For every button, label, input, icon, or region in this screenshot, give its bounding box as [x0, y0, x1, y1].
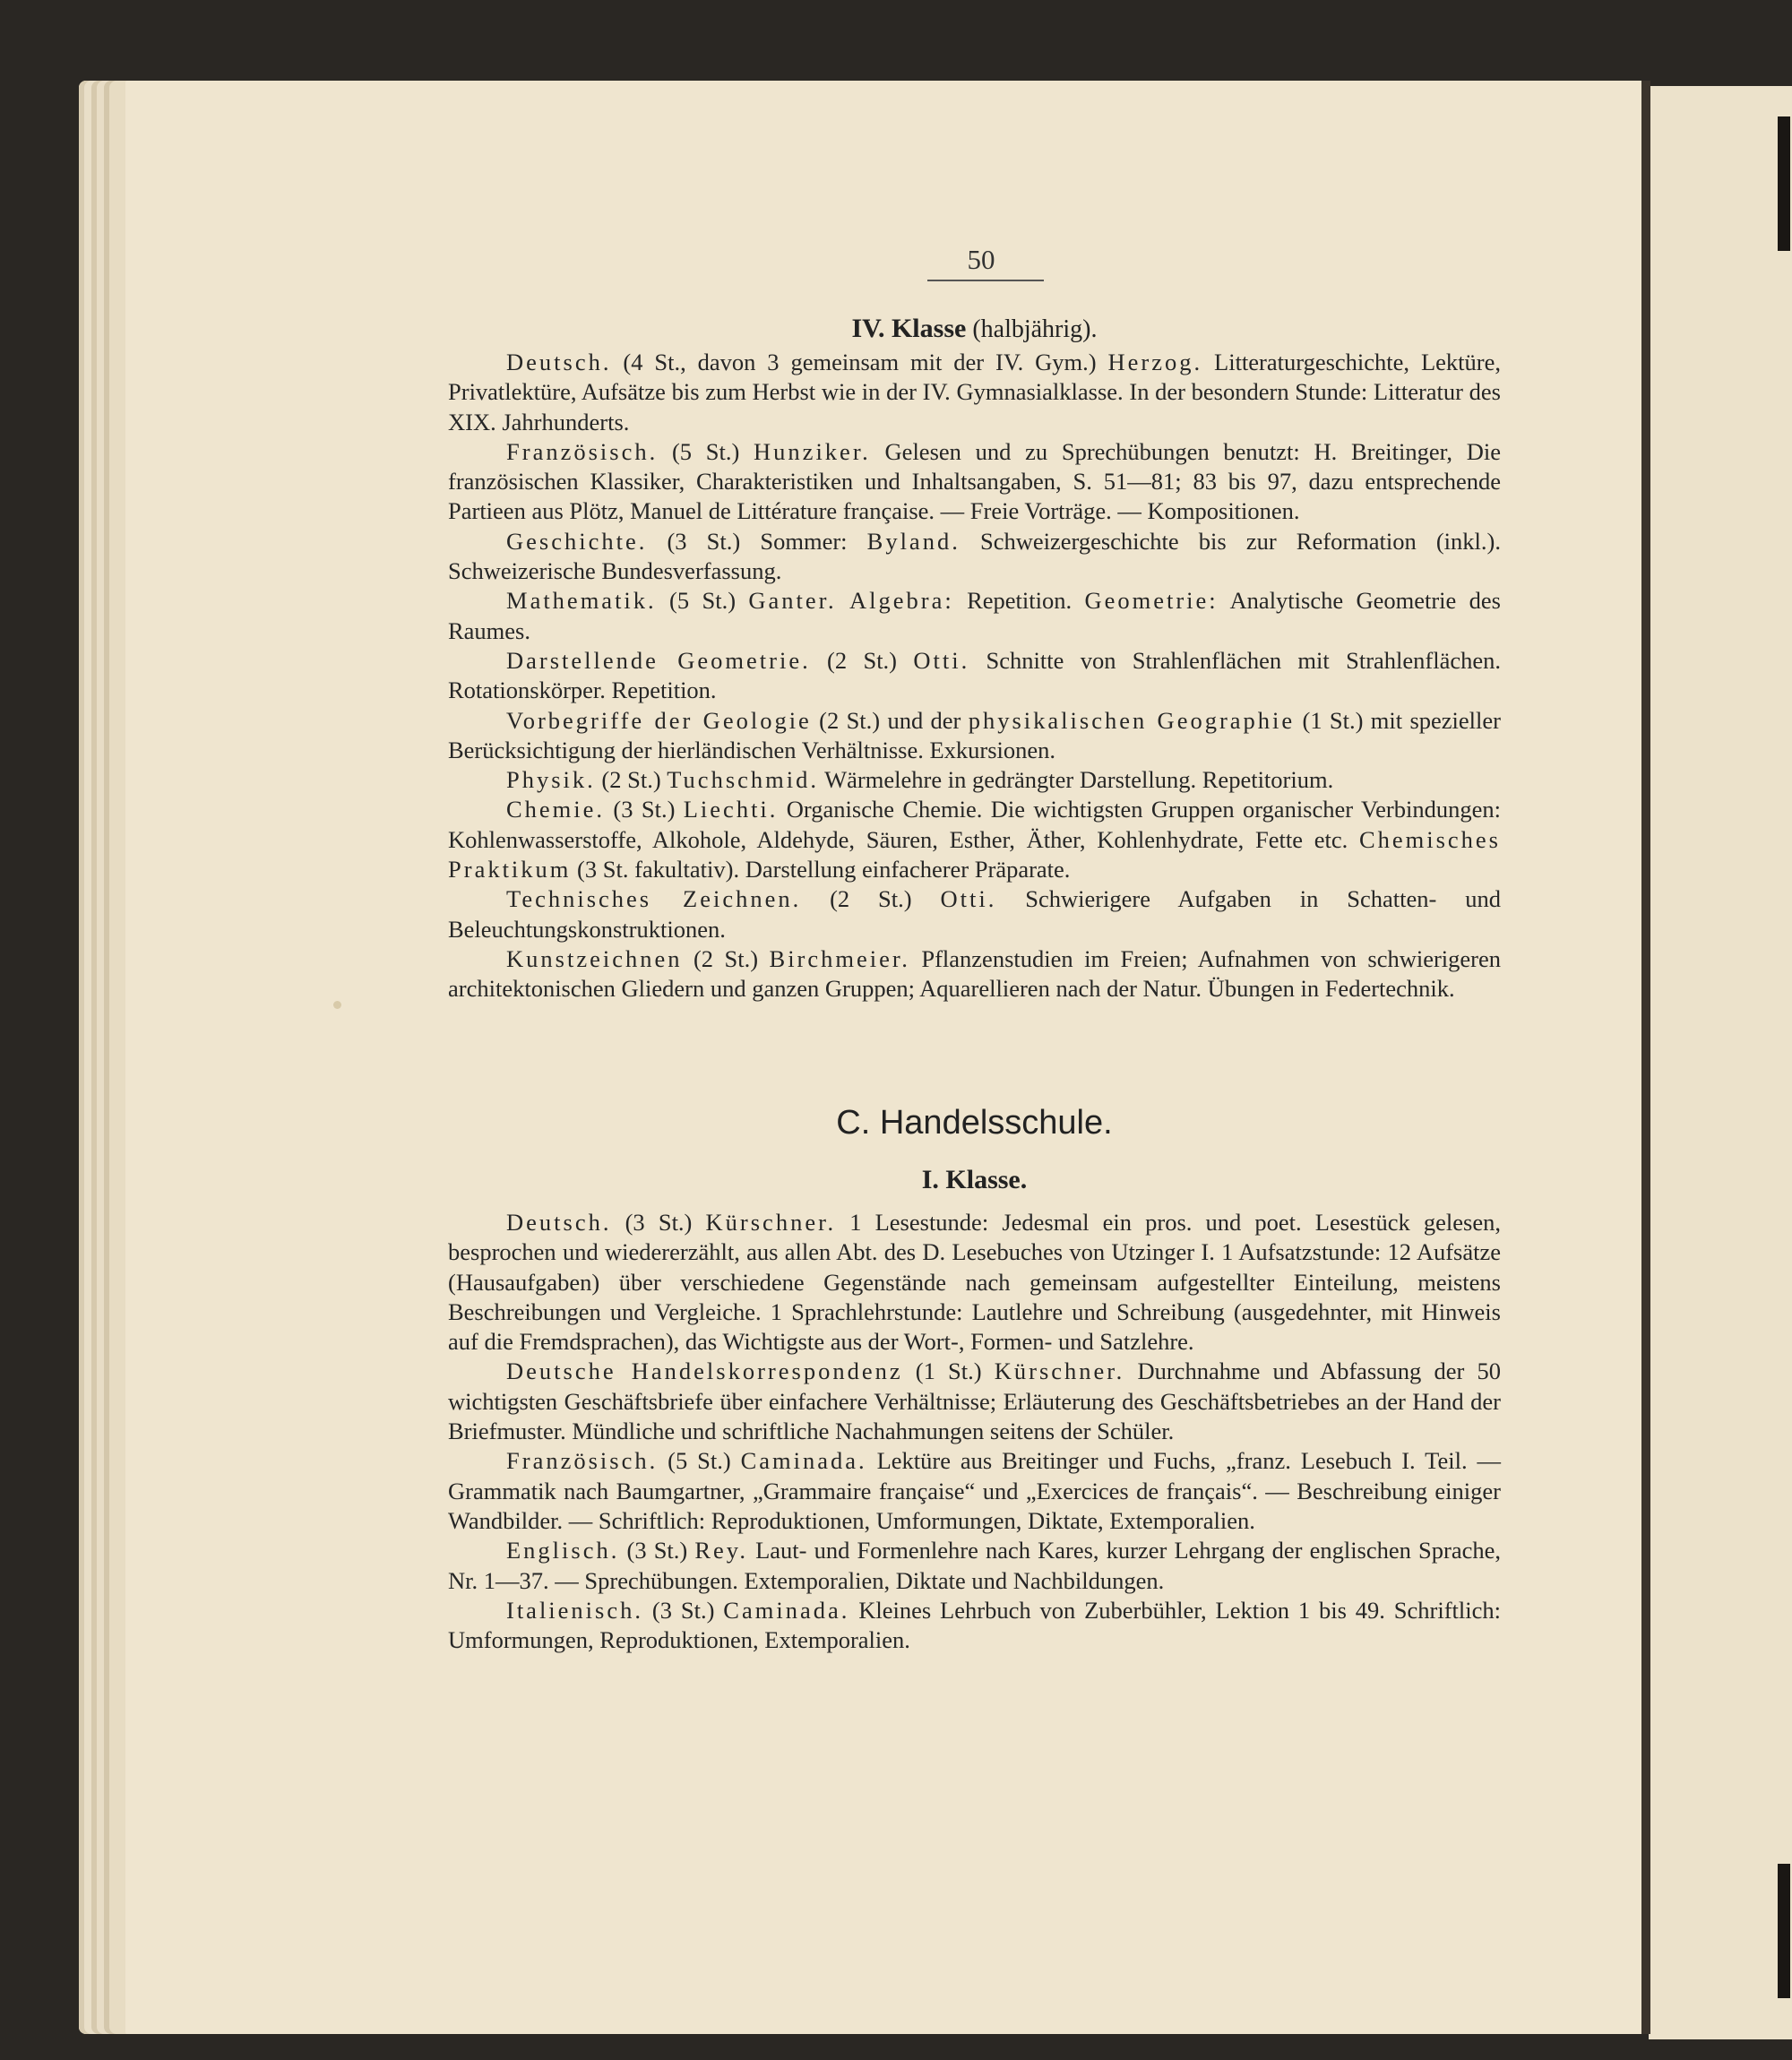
paragraph-text: (2 St.): [682, 944, 770, 972]
paragraph: [448, 646, 1501, 706]
paragraph-text: 1 Lesestunde: Jedesmal ein pros. und poet. Lesestück gelesen, besprochen und wiedererzählt, aus allen Abt. des D. Lesebuches von Utzinger I. 1 Aufsatzstunde: 12 Aufsätze (Hausaufgaben) über verschiedene Gegenstände nach gemeinsam aufgestellter Einteilung, meistens Beschreibungen und Vergleiche. 1 Sprachlehrstunde: Lautlehre und Schreibung (ausgedehnter, mit Hinweis auf die Fremdsprachen), das Wichtigste aus der Wort-, Formen- und Satzlehre.: [448, 1209, 1501, 1356]
subject-label: Liechti.: [683, 796, 779, 823]
facing-page-edge: [1649, 86, 1792, 2039]
book-gutter: [1641, 81, 1650, 2034]
paragraph-text: (5 St.): [658, 1447, 741, 1475]
paragraph-text: Litteraturgeschichte, Lektüre, Privatlektüre, Aufsätze bis zum Herbst wie in der IV. Gymnasialklasse. In der besondern Stunde: Litteratur des XIX. Jahrhunderts.: [448, 349, 1501, 435]
section-iv-heading: [448, 314, 1501, 344]
section-c-body: [448, 1208, 1501, 1655]
paragraph: [448, 1596, 1501, 1656]
subject-label: Geschichte.: [506, 527, 648, 555]
paragraph: [448, 1357, 1501, 1446]
subject-label: Vorbegriffe der Geologie: [506, 706, 812, 734]
paragraph-text: (1 St.) mit spezieller Berücksichtigung der hierländischen Verhältnisse. Exkursionen.: [448, 706, 1501, 763]
subject-label: Englisch.: [506, 1537, 620, 1564]
page-number: 50: [967, 244, 995, 275]
subject-label: Otti.: [940, 885, 997, 913]
paragraph: [448, 527, 1501, 587]
paragraph-text: (5 St.): [658, 437, 754, 465]
section-c-title: C. Handelsschule.: [836, 1104, 1113, 1142]
subject-label: Französisch.: [506, 1447, 659, 1475]
paragraph-text: Organische Chemie. Die wichtigsten Gruppen organischer Verbindungen: Kohlenwasserstoffe, Alkohole, Aldehyde, Säuren, Esther, Äther, Kohlenhydrate, Fette etc.: [448, 796, 1501, 853]
paper-spot: [333, 1001, 341, 1009]
subject-label: Italienisch.: [506, 1596, 643, 1624]
paragraph-text: (3 St.): [611, 1209, 706, 1236]
paragraph-text: (3 St.): [605, 796, 684, 823]
paragraph-text: (3 St.) Sommer:: [647, 527, 867, 555]
paragraph-text: Schwierigere Aufgaben in Schatten- und Beleuchtungskonstruktionen.: [448, 885, 1501, 943]
paragraph: [448, 944, 1501, 1004]
paragraph-text: [837, 587, 849, 614]
paragraph-text: Analytische Geometrie des Raumes.: [448, 587, 1501, 644]
subject-label: Chemisches Praktikum: [448, 825, 1501, 883]
subject-label: Byland.: [866, 527, 961, 555]
subject-label: Tuchschmid.: [667, 766, 819, 794]
paragraph: [448, 706, 1501, 766]
paragraph-text: (2 St.): [810, 646, 914, 674]
paragraph: [448, 586, 1501, 646]
subject-label: Ganter.: [748, 587, 837, 615]
paragraph-text: Pflanzenstudien im Freien; Aufnahmen von schwierigeren architektonischen Gliedern und ganzen Gruppen; Aquarellieren nach der Natur. Übungen in Federtechnik.: [448, 944, 1501, 1003]
paragraph: [448, 1446, 1501, 1536]
paragraph-text: Schweizergeschichte bis zur Reformation (inkl.). Schweizerische Bundesverfassung.: [448, 527, 1501, 585]
section-iv-heading-rest: (halbjährig).: [966, 315, 1098, 343]
section-c-subheading: [448, 1165, 1501, 1195]
subject-label: Kunstzeichnen: [506, 944, 683, 972]
subject-label: Algebra:: [849, 587, 954, 615]
subject-label: Kürschner.: [705, 1209, 837, 1236]
page-number-rule: [927, 280, 1044, 281]
subject-label: Darstellende Geometrie.: [506, 646, 811, 674]
paragraph-text: (4 St., davon 3 gemeinsam mit der IV. Gym.): [611, 349, 1108, 375]
subject-label: Kürschner.: [994, 1358, 1125, 1385]
subject-label: Deutsch.: [506, 349, 612, 375]
paragraph-text: (5 St.): [656, 587, 749, 615]
section-iv-body: [448, 348, 1501, 1004]
subject-label: Chemie.: [506, 796, 606, 823]
subject-label: Hunziker.: [754, 437, 871, 465]
subject-label: Geometrie:: [1084, 587, 1219, 615]
subject-label: Otti.: [913, 646, 970, 674]
paragraph-text: (2 St.) und der: [811, 706, 969, 734]
section-iv-heading-bold: IV. Klasse: [851, 314, 967, 343]
bookmark-tab-top: [1778, 116, 1790, 251]
subject-label: Herzog.: [1107, 349, 1203, 375]
paragraph-text: Lektüre aus Breitinger und Fuchs, „franz. Lesebuch I. Teil. — Grammatik nach Baumgartner, „Grammaire française“ und „Exercices de français“. — Beschreibung einiger Wandbilder. — Schriftlich: Reproduktionen, Umformungen, Diktate, Extemporalien.: [448, 1447, 1501, 1534]
paragraph-text: Durchnahme und Abfassung der 50 wichtigsten Geschäftsbriefe über einfachere Verhältnisse; Erläuterung des Geschäftsbetriebes an der Hand der Briefmuster. Mündliche und schriftliche Nachahmungen seitens der Schüler.: [448, 1358, 1501, 1445]
subject-label: Deutsch.: [506, 1209, 612, 1236]
paragraph-text: Gelesen und zu Sprechübungen benutzt: H. Breitinger, Die französischen Klassiker, Charakteristiken und Inhaltsangaben, S. 51—81; 83 bis 97, dazu entsprechende Partieen aus Plötz, Manuel de Littérature française. — Freie Vorträge. — Kompositionen.: [448, 437, 1501, 525]
paragraph: [448, 1536, 1501, 1596]
paragraph-text: Schnitte von Strahlenflächen mit Strahlenflächen. Rotationskörper. Repetition.: [448, 646, 1502, 704]
subject-label: Mathematik.: [506, 587, 657, 615]
subject-label: Caminada.: [723, 1596, 850, 1624]
subject-label: Birchmeier.: [769, 944, 910, 972]
paragraph-text: (3 St.): [643, 1596, 724, 1624]
subject-label: Physik.: [506, 766, 596, 794]
subject-label: Technisches Zeichnen.: [506, 885, 802, 913]
paragraph-text: (1 St.): [902, 1358, 995, 1385]
bookmark-tab-bottom: [1778, 1864, 1790, 1998]
paragraph-text: (2 St.): [801, 885, 941, 913]
paragraph: [448, 1208, 1501, 1357]
section-c-subheading-bold: I. Klasse.: [921, 1165, 1028, 1194]
paragraph-text: Repetition.: [953, 587, 1085, 615]
paragraph: [448, 437, 1501, 527]
paragraph: [448, 765, 1501, 795]
subject-label: physikalischen Geographie: [968, 706, 1296, 734]
paragraph: [448, 884, 1501, 944]
paragraph: [448, 348, 1501, 437]
paragraph-text: (2 St.): [595, 766, 668, 794]
subject-label: Französisch.: [506, 437, 659, 465]
paragraph-text: (3 St.): [619, 1537, 695, 1564]
subject-label: Deutsche Handelskorrespondenz: [506, 1358, 903, 1385]
paragraph-text: Laut- und Formenlehre nach Kares, kurzer Lehrgang der englischen Sprache, Nr. 1—37. — Sprechübungen. Extemporalien, Diktate und Nachbildungen.: [448, 1537, 1501, 1594]
paragraph-text: (3 St. fakultativ). Darstellung einfacherer Präparate.: [571, 856, 1071, 883]
paragraph-text: Kleines Lehrbuch von Zuberbühler, Lektion 1 bis 49. Schriftlich: Umformungen, Reproduktionen, Extemporalien.: [448, 1596, 1501, 1654]
subject-label: Rey.: [694, 1537, 748, 1564]
paragraph: [448, 795, 1501, 884]
paragraph-text: Wärmelehre in gedrängter Darstellung. Repetitorium.: [819, 766, 1334, 794]
subject-label: Caminada.: [740, 1447, 867, 1475]
